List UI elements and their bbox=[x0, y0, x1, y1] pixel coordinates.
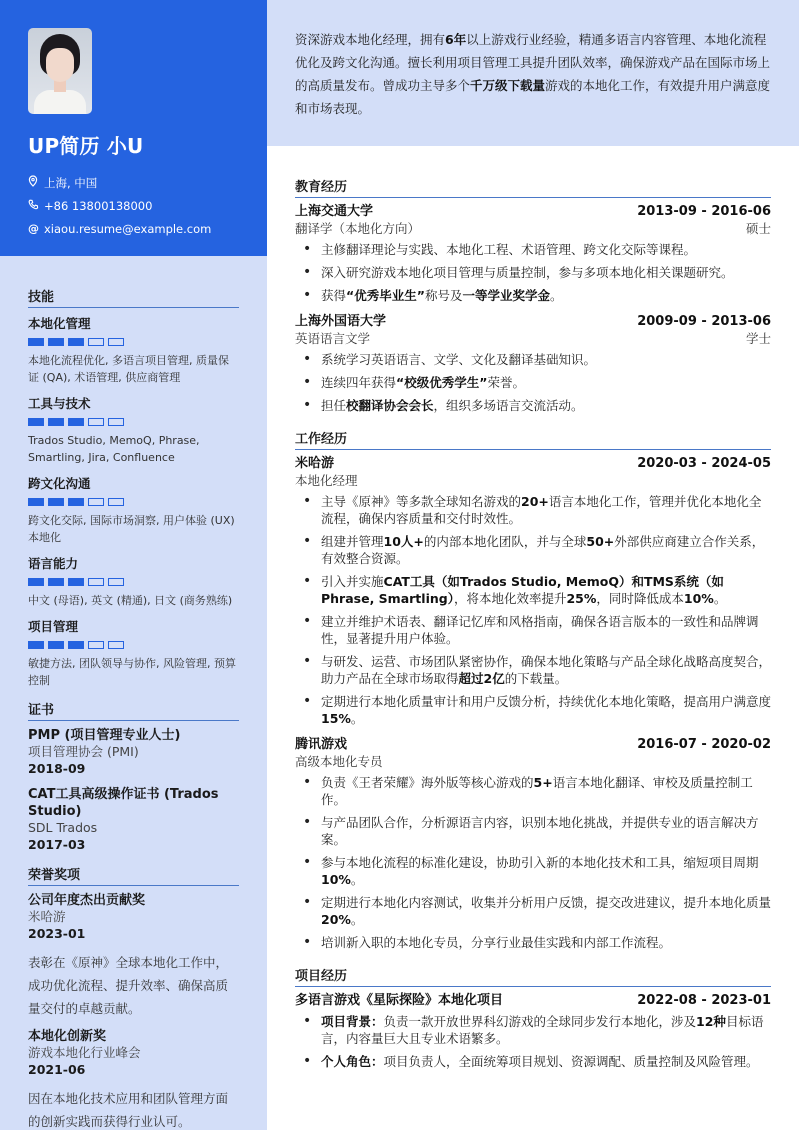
bullet-item bbox=[295, 351, 771, 368]
skill-level-meter bbox=[28, 418, 239, 426]
work-title: 工作经历 bbox=[295, 428, 771, 450]
bullet-item bbox=[295, 854, 771, 888]
award-date: 2021-06 bbox=[28, 1062, 86, 1077]
profile-header bbox=[0, 0, 267, 256]
level-empty-block bbox=[108, 641, 124, 649]
education-section bbox=[295, 176, 771, 414]
text: 主导《原神》等多款全球知名游戏的 bbox=[321, 494, 522, 509]
level-filled-block bbox=[68, 578, 84, 586]
text: 获得 bbox=[321, 288, 347, 303]
level-filled-block bbox=[68, 641, 84, 649]
skill-name: 跨文化沟通 bbox=[28, 476, 91, 491]
certificate-name: CAT工具高级操作证书 (Trados Studio) bbox=[28, 787, 219, 819]
text: ，组织多场语言交流活动。 bbox=[433, 398, 584, 413]
bullet-item bbox=[295, 814, 771, 848]
skill-item bbox=[28, 314, 239, 386]
work-entry bbox=[295, 456, 771, 727]
text: 语言本地化工作，管理并优化本地化全流程，确保内容质量和交付时效性。 bbox=[321, 494, 762, 526]
bullet-item bbox=[295, 653, 771, 687]
entry-subheader bbox=[295, 753, 771, 770]
text: 定期进行本地化质量审计和用户反馈分析，持续优化本地化策略，提高用户满意度 bbox=[321, 694, 772, 709]
bold-text: “校级优秀学生” bbox=[396, 375, 488, 390]
text: 。 bbox=[350, 912, 364, 927]
text: 。 bbox=[350, 711, 364, 726]
text: 外部供应商建立合作关系，有效整合资源。 bbox=[321, 534, 765, 566]
at-icon: @ bbox=[28, 222, 39, 235]
text: 负责《王者荣耀》海外版等核心游戏的 bbox=[321, 775, 534, 790]
bold-text: CAT工具（如Trados Studio, MemoQ）和TMS系统（如Phrase, Smartling） bbox=[321, 574, 724, 606]
location-text: 上海, 中国 bbox=[44, 175, 98, 190]
work-section bbox=[295, 428, 771, 951]
projects-section bbox=[295, 965, 771, 1070]
bullet-item bbox=[295, 533, 771, 567]
contact-info bbox=[28, 171, 239, 240]
company-name: 腾讯游戏 bbox=[295, 737, 348, 752]
profile-photo bbox=[28, 28, 92, 114]
bold-text: 10% bbox=[321, 872, 351, 887]
education-entry bbox=[295, 204, 771, 304]
job-role: 本地化经理 bbox=[295, 473, 358, 488]
certificate-name: PMP (项目管理专业人士) bbox=[28, 728, 181, 743]
bold-text: 个人角色： bbox=[321, 1054, 384, 1069]
level-empty-block bbox=[88, 418, 104, 426]
work-entry bbox=[295, 737, 771, 951]
award-description: 因在本地化技术应用和团队管理方面的创新实践而获得行业认可。 bbox=[28, 1091, 229, 1129]
summary-highlight: 6年 bbox=[445, 32, 467, 47]
skill-item bbox=[28, 554, 239, 609]
bullet-item bbox=[295, 613, 771, 647]
skills-title: 技能 bbox=[28, 286, 239, 308]
level-empty-block bbox=[88, 338, 104, 346]
sidebar-body bbox=[0, 256, 267, 1130]
project-dates: 2022-08 - 2023-01 bbox=[637, 993, 771, 1008]
level-filled-block bbox=[28, 418, 44, 426]
skill-name: 工具与技术 bbox=[28, 396, 91, 411]
level-filled-block bbox=[48, 338, 64, 346]
level-filled-block bbox=[28, 338, 44, 346]
award-item bbox=[28, 892, 239, 1020]
text: 系统学习英语语言、文学、文化及翻译基础知识。 bbox=[321, 352, 597, 367]
bullet-item bbox=[295, 934, 771, 951]
bullet-item bbox=[295, 493, 771, 527]
entry-header bbox=[295, 993, 771, 1009]
level-empty-block bbox=[108, 338, 124, 346]
summary-highlight: 千万级下载量 bbox=[470, 78, 546, 93]
degree: 学士 bbox=[745, 331, 771, 346]
text: 的内部本地化团队，并与全球 bbox=[423, 534, 587, 549]
degree: 硕士 bbox=[745, 221, 771, 236]
skill-item bbox=[28, 474, 239, 546]
bold-text: 超过2亿 bbox=[458, 671, 505, 686]
bullet-item bbox=[295, 774, 771, 808]
main-body bbox=[267, 146, 799, 1070]
bullet-item bbox=[295, 1013, 771, 1047]
bold-text: 项目背景： bbox=[321, 1014, 384, 1029]
text: 建立并维护术语表、翻译记忆库和风格指南，确保各语言版本的一致性和品牌调性，显著提升用户体验。 bbox=[321, 614, 759, 646]
main-content bbox=[267, 0, 799, 1130]
bold-text: 5+ bbox=[533, 775, 553, 790]
level-filled-block bbox=[28, 578, 44, 586]
skill-description: Trados Studio, MemoQ, Phrase, Smartling, Jira, Confluence bbox=[28, 434, 200, 464]
certificate-item bbox=[28, 727, 239, 778]
entry-subheader bbox=[295, 220, 771, 237]
certificates-list bbox=[28, 727, 239, 854]
bullet-list bbox=[295, 1013, 771, 1070]
certificate-date: 2018-09 bbox=[28, 761, 86, 776]
certificate-issuer: SDL Trados bbox=[28, 820, 98, 835]
skill-item bbox=[28, 394, 239, 466]
text: 荣誉。 bbox=[487, 375, 525, 390]
award-issuer: 米哈游 bbox=[28, 909, 66, 924]
skill-description: 本地化流程优化, 多语言项目管理, 质量保证 (QA), 术语管理, 供应商管理 bbox=[28, 354, 229, 384]
level-filled-block bbox=[28, 498, 44, 506]
bullet-item bbox=[295, 241, 771, 258]
level-filled-block bbox=[68, 498, 84, 506]
bold-text: 25% bbox=[566, 591, 597, 606]
skill-description: 跨文化交际, 国际市场洞察, 用户体验 (UX) 本地化 bbox=[28, 514, 235, 544]
projects-title: 项目经历 bbox=[295, 965, 771, 987]
level-filled-block bbox=[28, 641, 44, 649]
projects-list bbox=[295, 993, 771, 1070]
level-empty-block bbox=[88, 641, 104, 649]
certificate-issuer: 项目管理协会 (PMI) bbox=[28, 744, 139, 759]
level-filled-block bbox=[68, 418, 84, 426]
text: 目标语言，内容量巨大且专业术语繁多。 bbox=[321, 1014, 764, 1046]
certificates-section bbox=[28, 699, 239, 854]
text: 与研发、运营、市场团队紧密协作，确保本地化策略与产品全球化战略高度契合，助力产品在全球市场取得 bbox=[321, 654, 772, 686]
bold-text: 12种 bbox=[696, 1014, 726, 1029]
project-entry bbox=[295, 993, 771, 1070]
level-filled-block bbox=[48, 578, 64, 586]
skill-level-meter bbox=[28, 641, 239, 649]
award-item bbox=[28, 1028, 239, 1130]
email-link[interactable]: xiaou.resume@example.com bbox=[44, 221, 212, 236]
contact-email bbox=[28, 217, 239, 240]
award-issuer: 游戏本地化行业峰会 bbox=[28, 1045, 141, 1060]
text: 主修翻译理论与实践、本地化工程、术语管理、跨文化交际等课程。 bbox=[321, 242, 697, 257]
skill-item bbox=[28, 617, 239, 689]
level-empty-block bbox=[108, 578, 124, 586]
skill-level-meter bbox=[28, 578, 239, 586]
skill-name: 本地化管理 bbox=[28, 316, 91, 331]
summary-text: 以上游戏行业经验，精通多语言内容管理、本地化流程优化及跨文化沟通。擅长利用项目管理工具提升团队效率，确保游戏产品在国际市场上的高质量发布。曾成功主导多个 bbox=[295, 32, 771, 93]
major: 英语语言文学 bbox=[295, 331, 371, 346]
level-empty-block bbox=[108, 498, 124, 506]
phone-icon bbox=[28, 199, 44, 213]
education-title: 教育经历 bbox=[295, 176, 771, 198]
major: 翻译学（本地化方向） bbox=[295, 221, 421, 236]
skill-level-meter bbox=[28, 338, 239, 346]
bullet-item bbox=[295, 693, 771, 727]
school-name: 上海交通大学 bbox=[295, 204, 374, 219]
level-empty-block bbox=[108, 418, 124, 426]
bold-text: 一等学业奖学金 bbox=[462, 288, 550, 303]
work-list bbox=[295, 456, 771, 951]
bold-text: 50+ bbox=[586, 534, 615, 549]
bullet-list bbox=[295, 351, 771, 414]
text: ，同时降低成本 bbox=[596, 591, 684, 606]
job-role: 高级本地化专员 bbox=[295, 754, 383, 769]
level-filled-block bbox=[68, 338, 84, 346]
text: ，将本地化效率提升 bbox=[453, 591, 567, 606]
awards-list bbox=[28, 892, 239, 1130]
bold-text: 10人+ bbox=[383, 534, 424, 549]
award-name: 公司年度杰出贡献奖 bbox=[28, 893, 146, 908]
text: 连续四年获得 bbox=[321, 375, 397, 390]
education-dates: 2009-09 - 2013-06 bbox=[637, 314, 771, 329]
bullet-item bbox=[295, 397, 771, 414]
bold-text: 校翻译协会会长 bbox=[346, 398, 434, 413]
bullet-list bbox=[295, 774, 771, 951]
sidebar bbox=[0, 0, 267, 1130]
bullet-list bbox=[295, 493, 771, 727]
skill-name: 项目管理 bbox=[28, 619, 79, 634]
award-description: 表彰在《原神》全球本地化工作中，成功优化流程、提升效率、确保高质量交付的卓越贡献。 bbox=[28, 955, 229, 1016]
bold-text: 15% bbox=[321, 711, 351, 726]
text: 称号及 bbox=[424, 288, 463, 303]
bold-text: 10% bbox=[683, 591, 714, 606]
bold-text: 20+ bbox=[521, 494, 549, 509]
awards-title: 荣誉奖项 bbox=[28, 864, 239, 886]
level-empty-block bbox=[88, 578, 104, 586]
contact-location bbox=[28, 171, 239, 194]
text: 培训新入职的本地化专员，分享行业最佳实践和内部工作流程。 bbox=[321, 935, 672, 950]
work-dates: 2020-03 - 2024-05 bbox=[637, 456, 771, 471]
project-name: 多语言游戏《星际探险》本地化项目 bbox=[295, 993, 504, 1008]
summary bbox=[267, 0, 799, 146]
certificate-date: 2017-03 bbox=[28, 837, 86, 852]
phone-text[interactable]: +86 13800138000 bbox=[44, 198, 153, 213]
text: 定期进行本地化内容测试，收集并分析用户反馈，提交改进建议，提升本地化质量 bbox=[321, 895, 772, 910]
education-dates: 2013-09 - 2016-06 bbox=[637, 204, 771, 219]
text: 参与本地化流程的标准化建设，协助引入新的本地化技术和工具，缩短项目周期 bbox=[321, 855, 759, 870]
education-list bbox=[295, 204, 771, 414]
summary-text: 资深游戏本地化经理，拥有 bbox=[295, 32, 446, 47]
text: 项目负责人，全面统筹项目规划、资源调配、质量控制及风险管理。 bbox=[383, 1054, 759, 1069]
entry-header bbox=[295, 456, 771, 472]
bullet-item bbox=[295, 374, 771, 391]
text: 担任 bbox=[321, 398, 347, 413]
education-entry bbox=[295, 314, 771, 414]
skills-list bbox=[28, 314, 239, 689]
award-name: 本地化创新奖 bbox=[28, 1029, 107, 1044]
entry-subheader bbox=[295, 472, 771, 489]
text: 负责一款开放世界科幻游戏的全球同步发行本地化，涉及 bbox=[383, 1014, 697, 1029]
level-empty-block bbox=[88, 498, 104, 506]
bullet-item bbox=[295, 287, 771, 304]
company-name: 米哈游 bbox=[295, 456, 335, 471]
certificates-title: 证书 bbox=[28, 699, 239, 721]
level-filled-block bbox=[48, 498, 64, 506]
skills-section bbox=[28, 286, 239, 689]
bullet-item bbox=[295, 264, 771, 281]
text: 组建并管理 bbox=[321, 534, 384, 549]
entry-header bbox=[295, 204, 771, 220]
entry-subheader bbox=[295, 330, 771, 347]
candidate-name: UP简历 小U bbox=[28, 134, 144, 158]
certificate-item bbox=[28, 786, 239, 854]
skill-description: 中文 (母语), 英文 (精通), 日文 (商务熟练) bbox=[28, 594, 233, 607]
contact-phone bbox=[28, 194, 239, 217]
skill-description: 敏捷方法, 团队领导与协作, 风险管理, 预算控制 bbox=[28, 657, 236, 687]
entry-header bbox=[295, 314, 771, 330]
bold-text: 20% bbox=[321, 912, 351, 927]
text: 。 bbox=[350, 872, 364, 887]
awards-section bbox=[28, 864, 239, 1130]
text: 语言本地化翻译、审校及质量控制工作。 bbox=[321, 775, 753, 807]
text: 的下载量。 bbox=[504, 671, 568, 686]
school-name: 上海外国语大学 bbox=[295, 314, 387, 329]
text: 。 bbox=[549, 288, 563, 303]
text: 与产品团队合作，分析源语言内容，识别本地化挑战，并提供专业的语言解决方案。 bbox=[321, 815, 759, 847]
level-filled-block bbox=[48, 418, 64, 426]
skill-name: 语言能力 bbox=[28, 556, 79, 571]
text: 引入并实施 bbox=[321, 574, 384, 589]
text: 深入研究游戏本地化项目管理与质量控制，参与多项本地化相关课题研究。 bbox=[321, 265, 734, 280]
skill-level-meter bbox=[28, 498, 239, 506]
bullet-item bbox=[295, 894, 771, 928]
work-dates: 2016-07 - 2020-02 bbox=[637, 737, 771, 752]
bullet-item bbox=[295, 573, 771, 607]
award-date: 2023-01 bbox=[28, 926, 86, 941]
bullet-item bbox=[295, 1053, 771, 1070]
level-filled-block bbox=[48, 641, 64, 649]
bold-text: “优秀毕业生” bbox=[346, 288, 425, 303]
text: 。 bbox=[713, 591, 727, 606]
summary-text: 游戏的本地化工作，有效提升用户满意度和市场表现。 bbox=[295, 78, 771, 116]
entry-header bbox=[295, 737, 771, 753]
map-pin-icon bbox=[28, 175, 44, 190]
bullet-list bbox=[295, 241, 771, 304]
